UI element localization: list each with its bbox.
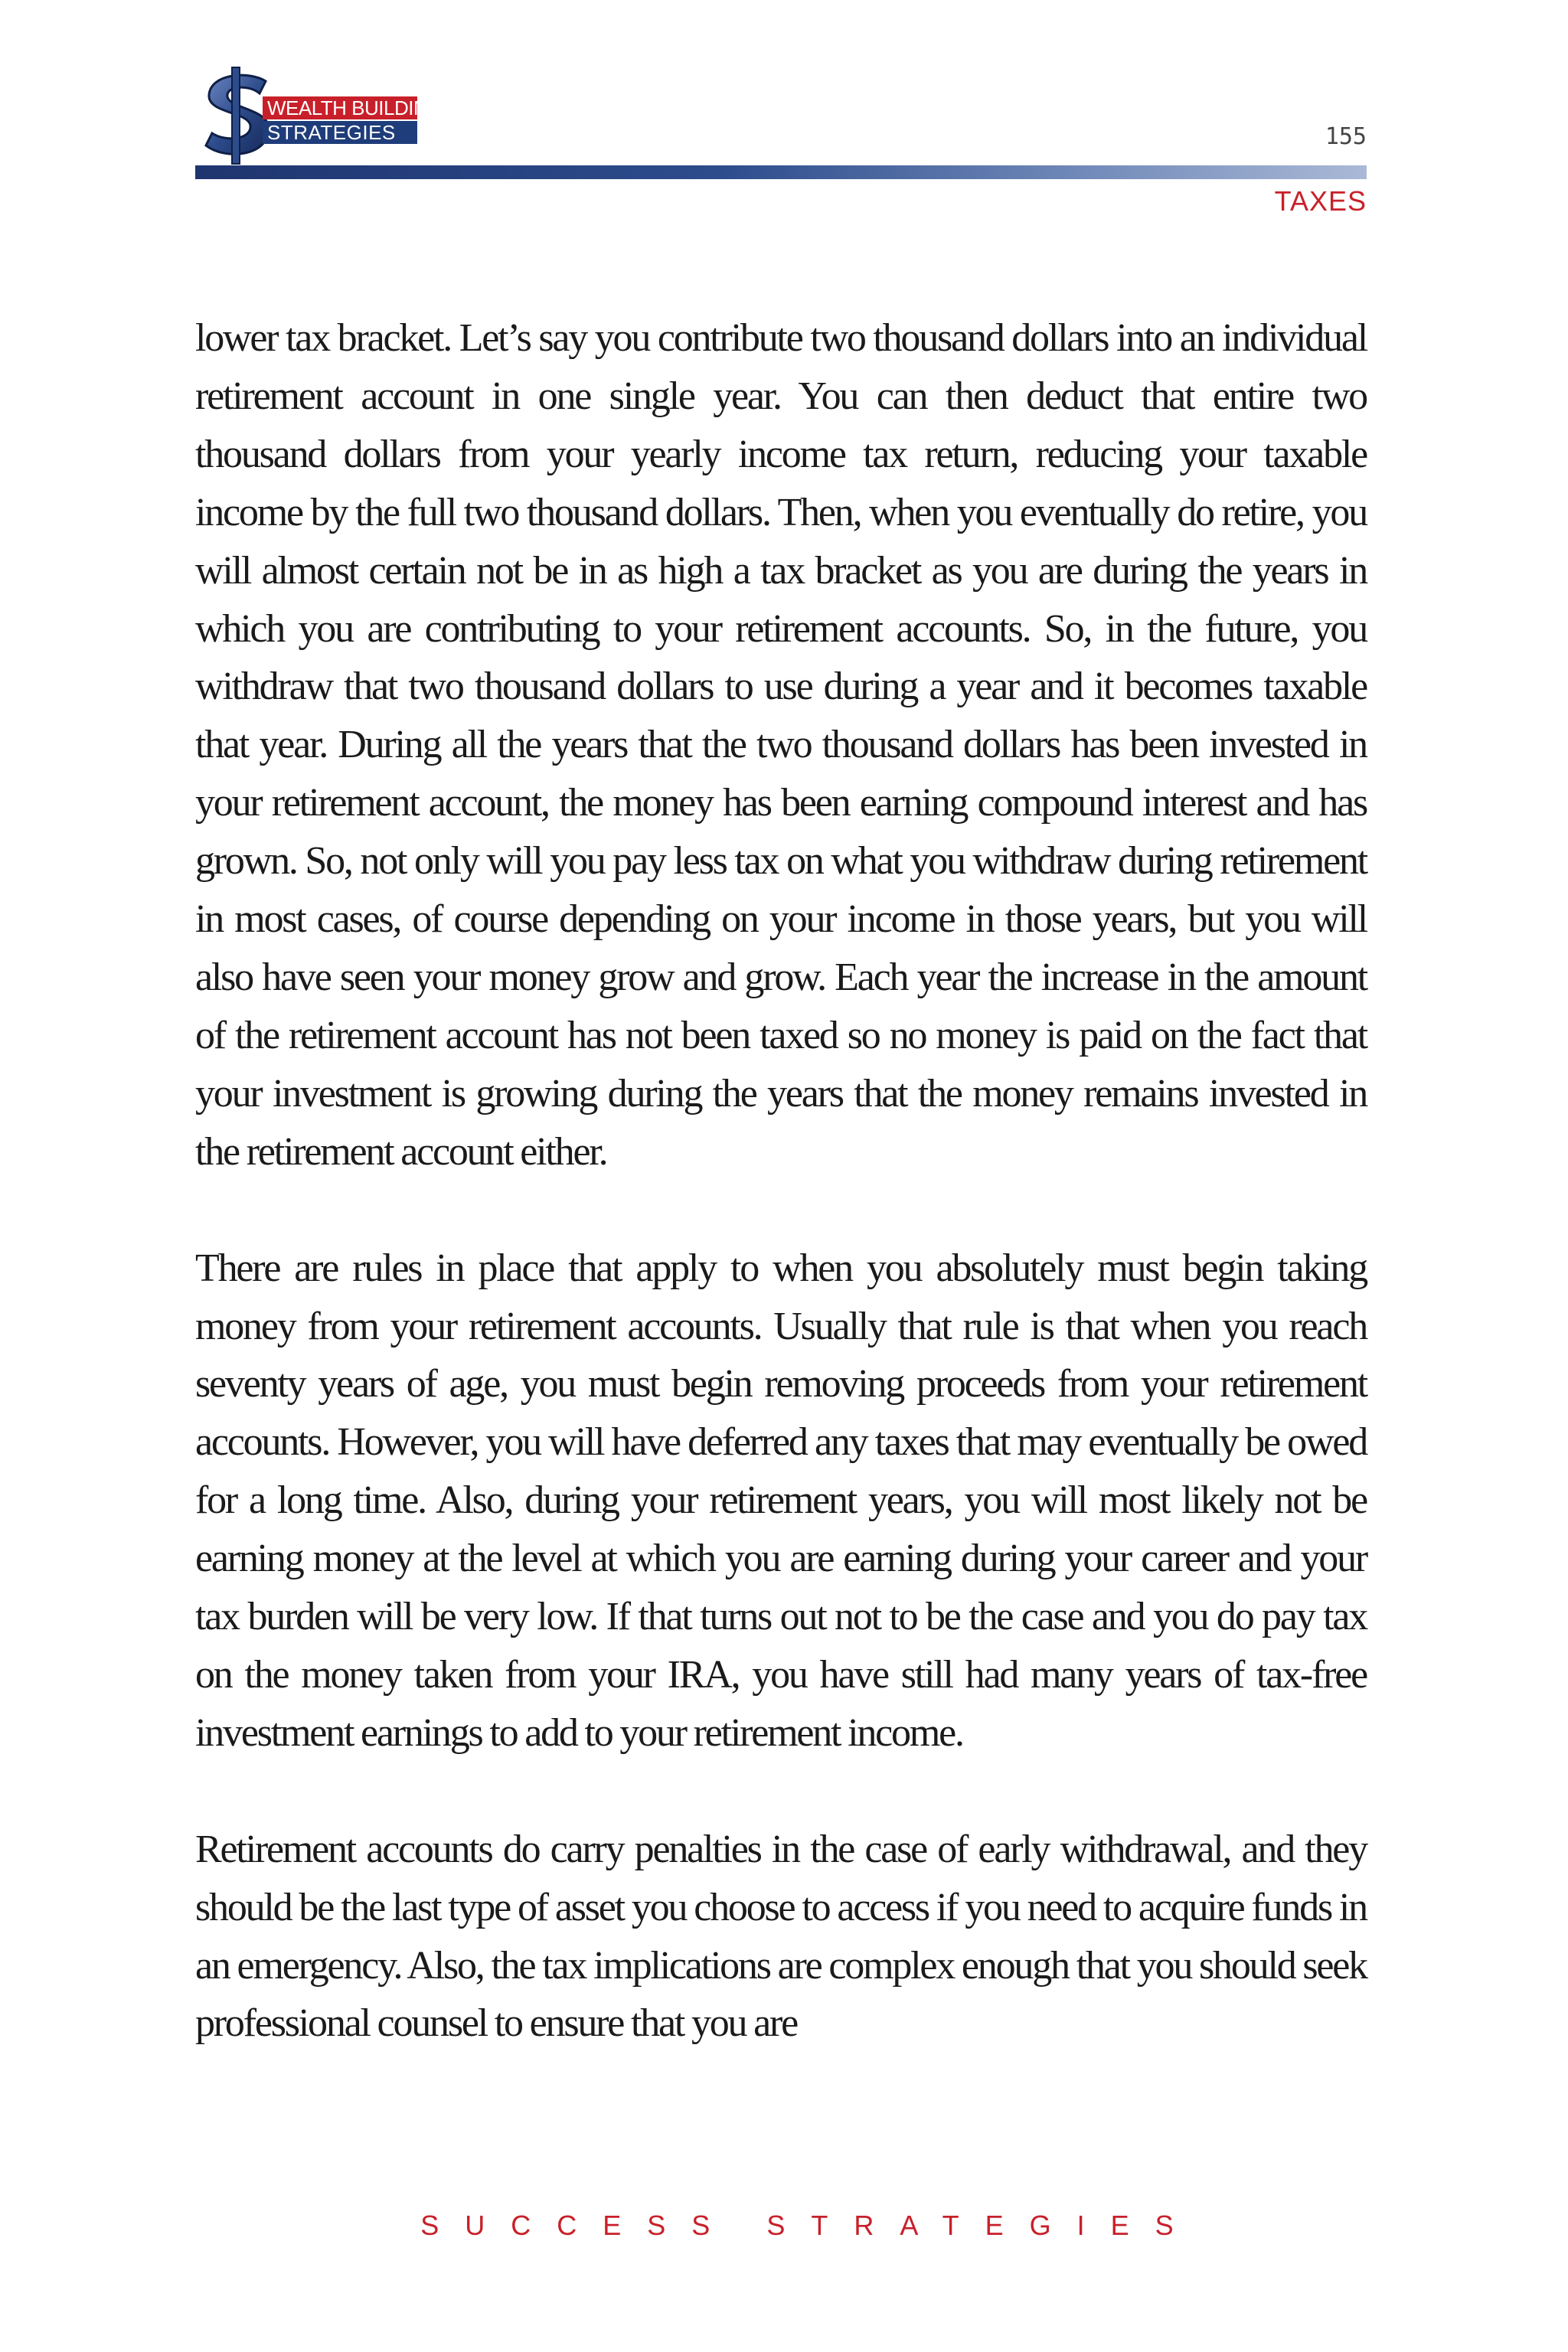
- paragraph: lower tax bracket. Let’s say you contribute two thousand dollars into an individual retirement account in one single year. You can then deduct that entire two thousand dollars from your yearly income tax return, reducing your taxable income by the full two thousand dollars. Then, when you eventually do retire, you will almost certain not be in as high a tax bracket as you are during the years in which you are contributing to your retirement accounts. So, in the future, you withdraw that two thousand dollars to use during a year and it becomes taxable that year. During all the years that the two thousand dollars has been invested in your retirement account, the money has been earning compound interest and has grown. So, not only will you pay less tax on what you withdraw during retirement in most cases, of course depending on your income in those years, but you will also have seen your money grow and grow. Each year the increase in the amount of the retirement account has not been taxed so no money is paid on the fact that your investment is growing during the years that the money remains invested in the retirement account either.: [195, 316, 1367, 1174]
- page-footer: [0, 2210, 1568, 2242]
- section-title: TAXES: [1274, 185, 1367, 217]
- header-rule: [195, 165, 1367, 179]
- footer-word-success: SUCCESS: [420, 2210, 737, 2241]
- page-number: 155: [1325, 123, 1367, 150]
- logo-text-bottom: STRATEGIES: [263, 121, 417, 144]
- body-text: [195, 309, 1367, 2053]
- footer-word-strategies: STRATEGIES: [766, 2210, 1200, 2241]
- paragraph: Retirement accounts do carry penalties in the case of early withdrawal, and they should be the last type of asset you choose to access if you need to acquire funds in an emergency. Also, the tax implications are complex enough that you should seek professional counsel to ensure that you are: [195, 1827, 1367, 2046]
- logo-text-top: WEALTH BUILDING: [263, 96, 417, 119]
- logo: [195, 66, 443, 165]
- paragraph: There are rules in place that apply to when you absolutely must begin taking money from your retirement accounts. Usually that rule is that when you reach seventy years of age, you must begin removing proceeds from your retirement accounts. However, you will have deferred any taxes that may eventually be owed for a long time. Also, during your retirement years, you will most likely not be earning money at the level at which you are earning during your career and your tax burden will be very low. If that turns out not to be the case and you do pay tax on the money taken from your IRA, you have still had many years of tax-free investment earnings to add to your retirement income.: [195, 1246, 1367, 1755]
- page-header: [195, 66, 1367, 219]
